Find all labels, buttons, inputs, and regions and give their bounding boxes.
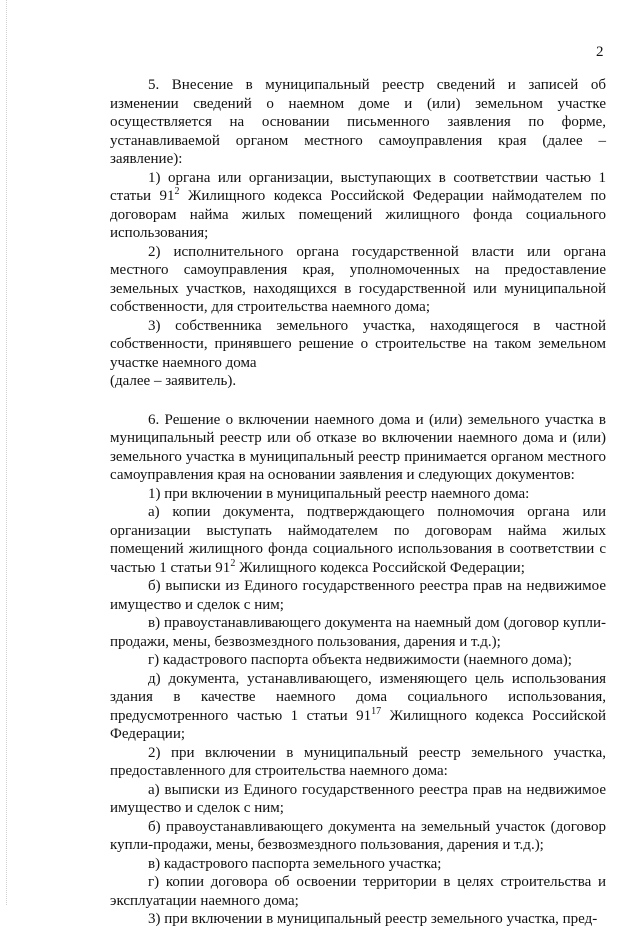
- paragraph: [110, 503, 606, 577]
- paragraph: [110, 243, 606, 317]
- paragraph: [110, 372, 606, 391]
- scan-margin-line: [6, 0, 8, 905]
- text-run: 1) органа или организации, выступающих в соответствии частью 1 статьи 91: [110, 169, 606, 204]
- page-number: 2: [596, 44, 604, 60]
- paragraph: [110, 781, 606, 818]
- text-run: 5. Внесение в муниципальный реестр сведений и записей об изменении сведений о наемном доме и (или) земельном участке осуществляется на основании письменного заявления по форме, устанавливаемой органом местного самоуправления края (далее – заявление):: [110, 77, 606, 167]
- paragraph: [110, 169, 606, 243]
- text-run: б) правоустанавливающего документа на земельный участок (договор купли-продажи, мены, безвозмездного пользования, дарения и т.д.);: [110, 818, 606, 853]
- text-run: а) выписки из Единого государственного реестра прав на недвижимое имущество и сделок с ним;: [110, 781, 606, 816]
- paragraph: [110, 670, 606, 744]
- text-run: (далее – заявитель).: [110, 373, 237, 389]
- paragraph: [110, 651, 606, 670]
- text-run: д) документа, устанавливающего, изменяющего цель использования здания в качестве наемного дома социального использования, предусмотренного частью 1 статьи 91: [110, 670, 606, 724]
- paragraph: [110, 577, 606, 614]
- document-body: [110, 76, 606, 929]
- text-run: 3) собственника земельного участка, находящегося в частной собственности, принявшего решение о строительстве на таком земельном участке наемного дома: [110, 317, 606, 371]
- text-run: в) правоустанавливающего документа на наемный дом (договор купли-продажи, мены, безвозмездного пользования, дарения и т.д.);: [110, 615, 606, 650]
- text-run: Жилищного кодекса Российской Федерации наймодателем по договорам найма жилых помещений жилищного фонда социального использования;: [110, 188, 606, 241]
- text-run: Жилищного кодекса Российской Федерации;: [235, 559, 525, 576]
- paragraph: [110, 818, 606, 855]
- superscript: 2: [230, 557, 236, 569]
- paragraph-gap: [110, 391, 606, 411]
- text-run: г) копии договора об освоении территории в целях строительства и эксплуатации наемного дома;: [110, 874, 606, 909]
- text-run: а) копии документа, подтверждающего полномочия органа или организации выступать наймодателем по договорам найма жилых помещений жилищного фонда социального использования в соответствии с частью 1 статьи 91: [110, 504, 606, 576]
- text-run: в) кадастрового паспорта земельного участка;: [148, 855, 442, 872]
- paragraph: [110, 910, 606, 929]
- paragraph: [110, 614, 606, 651]
- paragraph: [110, 317, 606, 373]
- paragraph: [110, 76, 606, 169]
- paragraph: [110, 411, 606, 485]
- text-run: б) выписки из Единого государственного реестра прав на недвижимое имущество и сделок с ним;: [110, 578, 606, 613]
- text-run: 1) при включении в муниципальный реестр наемного дома:: [148, 485, 530, 502]
- text-run: 2) исполнительного органа государственной власти или органа местного самоуправления края, уполномоченных на предоставление земельных участков, находящихся в государственной или муниципальной собственности, для строительства наемного дома;: [110, 243, 606, 315]
- paragraph: [110, 485, 606, 504]
- paragraph: [110, 873, 606, 910]
- text-run: 3) при включении в муниципальный реестр земельного участка, пред-: [148, 911, 598, 927]
- text-run: г) кадастрового паспорта объекта недвижимости (наемного дома);: [148, 652, 572, 668]
- text-run: Жилищного кодекса Российской Федерации;: [110, 707, 606, 742]
- paragraph: [110, 855, 606, 874]
- text-run: 2) при включении в муниципальный реестр земельного участка, предоставленного для строительства наемного дома:: [110, 744, 606, 779]
- superscript: 2: [174, 186, 180, 197]
- paragraph: [110, 744, 606, 781]
- text-run: 6. Решение о включении наемного дома и (или) земельного участка в муниципальный реестр или об отказе во включении наемного дома и (или) земельного участка в муниципальный реестр принимается органом местного самоуправления края на основании заявления и следующих документов:: [110, 411, 606, 483]
- superscript: 17: [371, 705, 382, 717]
